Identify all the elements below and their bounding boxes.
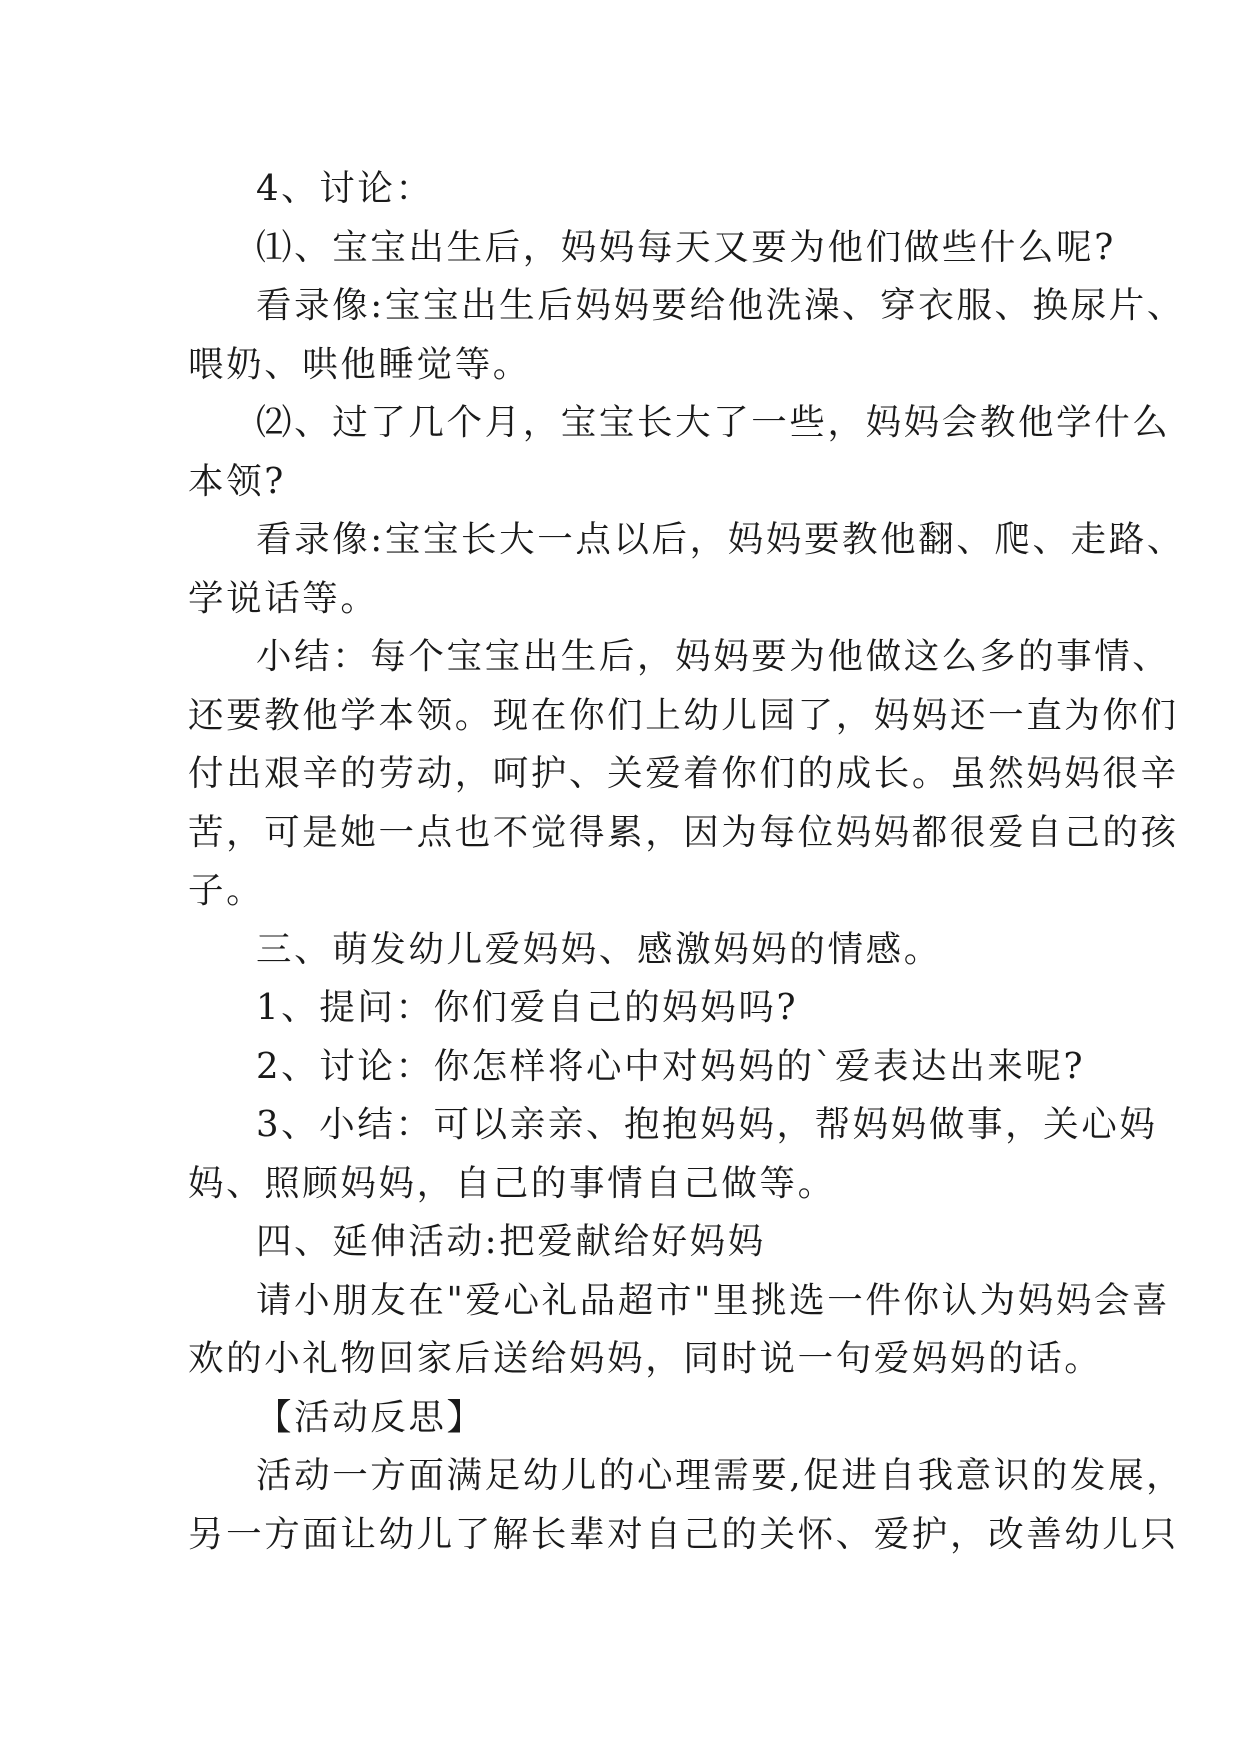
line-summary-e: 子。 <box>188 870 265 911</box>
line-video-2b: 学说话等。 <box>188 577 379 619</box>
line-conclusion-a: 3、小结：可以亲亲、抱抱妈妈，帮妈妈做事，关心妈 <box>256 1104 1158 1145</box>
line-discuss: 2、讨论：你怎样将心中对妈妈的`爱表达出来呢? <box>256 1045 1086 1087</box>
line-video-1b: 喂奶、哄他睡觉等。 <box>188 343 531 385</box>
line-reflection-a: 活动一方面满足幼儿的心理需要,促进自我意识的发展， <box>256 1455 1185 1496</box>
line-discussion-heading: 4、讨论： <box>256 168 434 209</box>
line-video-2a: 看录像:宝宝长大一点以后，妈妈要教他翻、爬、走路、 <box>256 519 1185 560</box>
line-extension-a: 请小朋友在"爱心礼品超市"里挑选一件你认为妈妈会喜 <box>256 1279 1171 1321</box>
line-ask: 1、提问：你们爱自己的妈妈吗? <box>256 987 799 1028</box>
line-reflection-heading: 【活动反思】 <box>256 1396 485 1438</box>
line-summary-a: 小结：每个宝宝出生后，妈妈要为他做这么多的事情、 <box>256 636 1171 677</box>
line-question-2a: ⑵、过了几个月，宝宝长大了一些，妈妈会教他学什么 <box>256 402 1171 443</box>
line-summary-c: 付出艰辛的劳动，呵护、关爱着你们的成长。虽然妈妈很辛 <box>188 753 1179 794</box>
line-summary-b: 还要教他学本领。现在你们上幼儿园了，妈妈还一直为你们 <box>188 694 1179 736</box>
line-summary-d: 苦，可是她一点也不觉得累，因为每位妈妈都很爱自己的孩 <box>188 811 1179 853</box>
line-reflection-b: 另一方面让幼儿了解长辈对自己的关怀、爱护，改善幼儿只 <box>188 1513 1179 1555</box>
line-section-4-heading: 四、延伸活动:把爱献给好妈妈 <box>256 1221 766 1262</box>
line-section-3-heading: 三、萌发幼儿爱妈妈、感激妈妈的情感。 <box>256 928 942 970</box>
line-question-1: ⑴、宝宝出生后，妈妈每天又要为他们做些什么呢? <box>256 226 1116 268</box>
line-video-1a: 看录像:宝宝出生后妈妈要给他洗澡、穿衣服、换尿片、 <box>256 285 1185 326</box>
document-body <box>188 160 1185 1564</box>
line-question-2b: 本领? <box>188 460 286 502</box>
line-conclusion-b: 妈、照顾妈妈，自己的事情自己做等。 <box>188 1162 836 1204</box>
line-extension-b: 欢的小礼物回家后送给妈妈，同时说一句爱妈妈的话。 <box>188 1338 1103 1379</box>
